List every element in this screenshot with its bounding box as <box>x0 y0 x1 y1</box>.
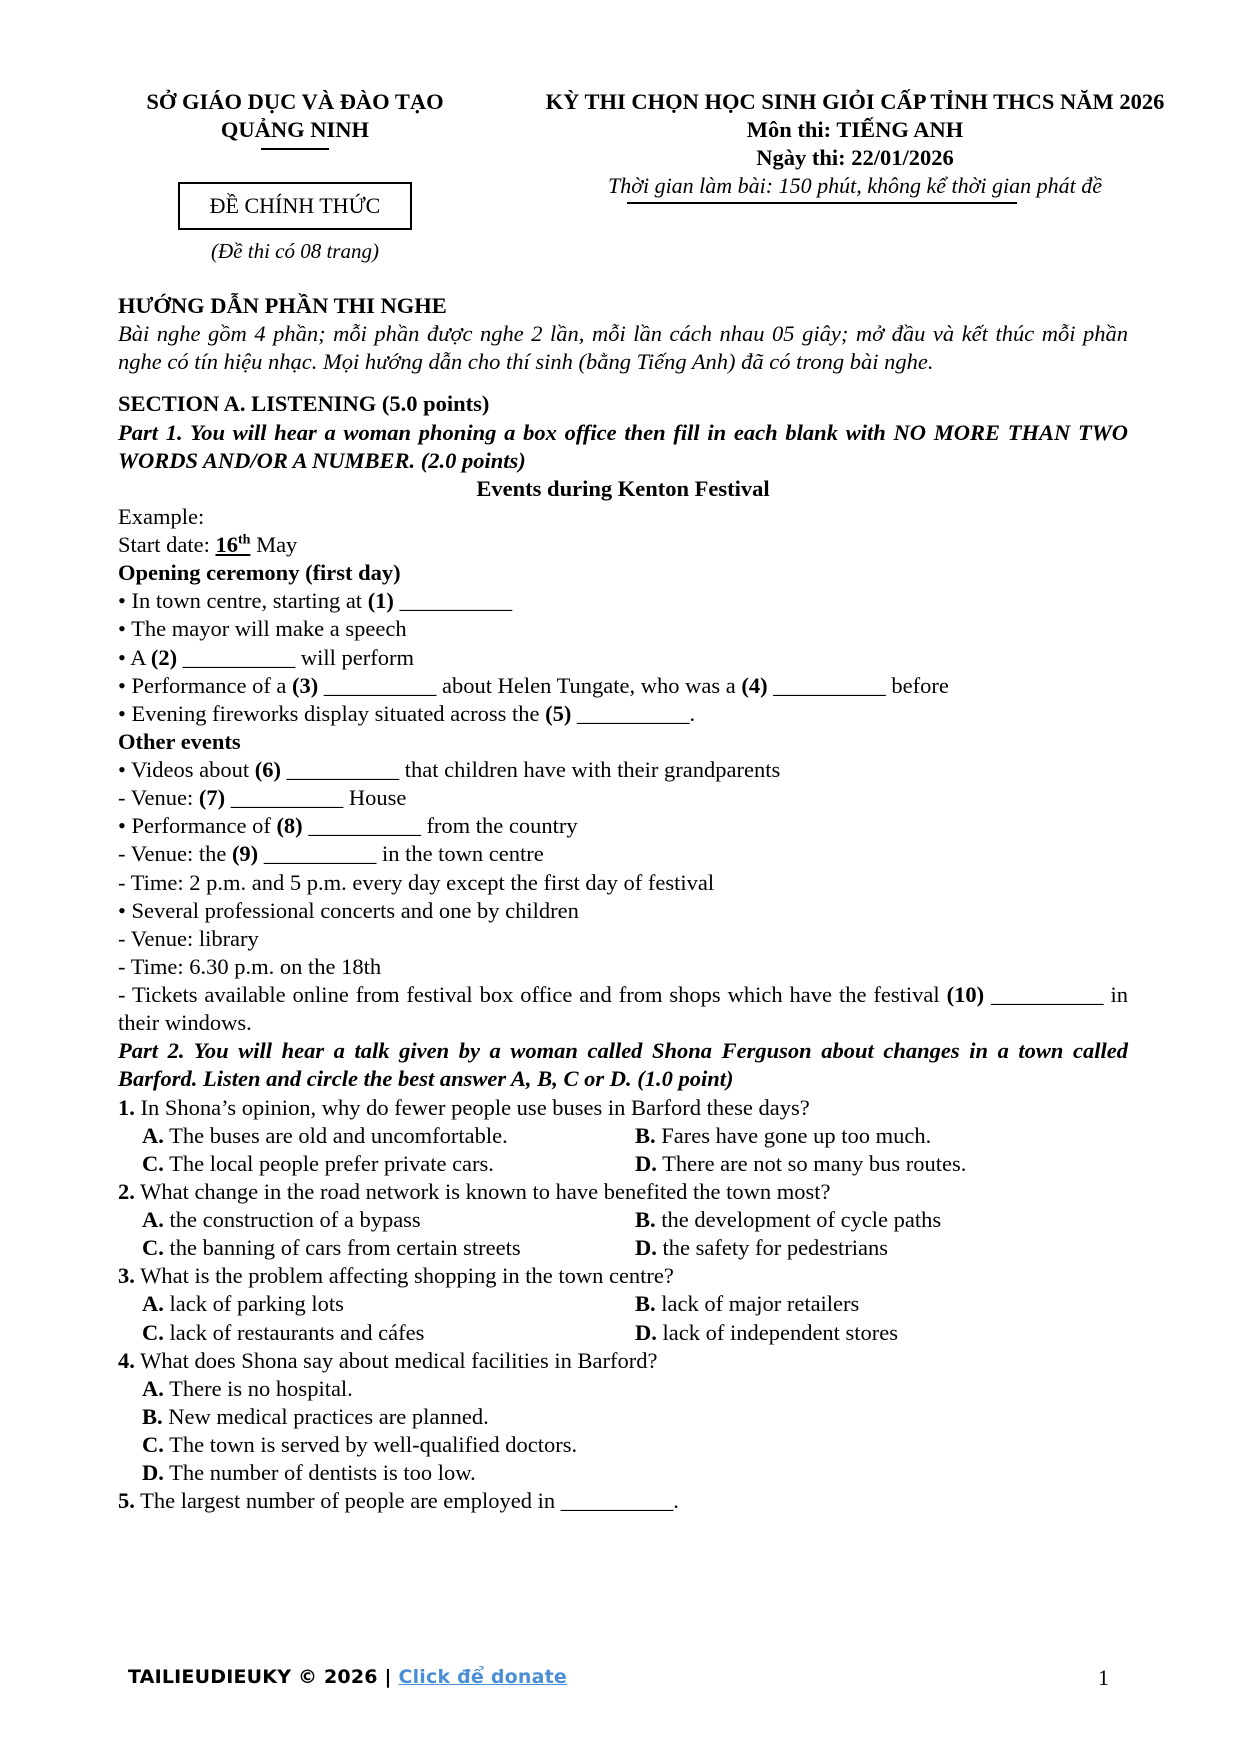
other-events-heading: Other events <box>118 728 241 754</box>
option-c[interactable]: C. the banning of cars from certain streets <box>142 1235 521 1261</box>
section-a-title: SECTION A. LISTENING (5.0 points) <box>118 391 490 417</box>
divider <box>261 148 329 150</box>
list-item: - Venue: the (9) __________ in the town centre <box>118 841 544 867</box>
header-right <box>495 88 1215 204</box>
start-date <box>118 531 1128 559</box>
exam-date: Ngày thi: 22/01/2026 <box>756 145 954 171</box>
start-date-label: Start date: <box>118 532 216 557</box>
question: 3. What is the problem affecting shopping in the town centre? <box>118 1263 674 1289</box>
tickets-line: - Tickets available online from festival box office and from shops which have the festival (10) __________ in their windows. <box>118 982 1128 1036</box>
question: 2. What change in the road network is known to have benefited the town most? <box>118 1178 831 1204</box>
option-d[interactable]: D. lack of independent stores <box>635 1319 899 1345</box>
instructions-text: Bài nghe gồm 4 phần; mỗi phần được nghe 2 lần, mỗi lần cách nhau 05 giây; mở đầu và kết thúc mỗi phần nghe có tín hiệu nhạc. Mọi hướng dẫn cho thí sinh (bằng Tiếng Anh) đã có trong bài nghe. <box>118 321 1128 375</box>
options-row <box>118 1319 1128 1347</box>
exam-content <box>118 292 1128 1515</box>
donate-link[interactable]: Click để donate <box>398 1666 568 1688</box>
official-label-text: ĐỀ CHÍNH THỨC <box>209 193 381 219</box>
exam-subject: Môn thi: TIẾNG ANH <box>746 117 964 143</box>
option-b[interactable]: B. Fares have gone up too much. <box>635 1122 932 1148</box>
list-item: • A (2) __________ will perform <box>118 644 414 670</box>
list-item: • Several professional concerts and one by children <box>118 897 579 923</box>
page-number: 1 <box>1098 1665 1109 1690</box>
start-date-num: 16 <box>215 532 238 557</box>
header-left <box>110 88 480 150</box>
list-item: • The mayor will make a speech <box>118 616 407 642</box>
option-a[interactable]: A. The buses are old and uncomfortable. <box>142 1122 508 1148</box>
option-b[interactable]: B. New medical practices are planned. <box>142 1403 489 1429</box>
pages-note: (Đề thi có 08 trang) <box>211 239 379 263</box>
start-date-month: May <box>250 532 298 557</box>
exam-duration: Thời gian làm bài: 150 phút, không kể thời gian phát đề <box>607 173 1102 199</box>
option-b[interactable]: B. lack of major retailers <box>635 1291 860 1317</box>
list-item: - Venue: (7) __________ House <box>118 785 407 811</box>
option-a[interactable]: A. the construction of a bypass <box>142 1207 421 1232</box>
part1-heading: Events during Kenton Festival <box>476 475 770 501</box>
divider <box>627 202 1017 204</box>
instructions-title: HƯỚNG DẪN PHẦN THI NGHE <box>118 293 447 318</box>
option-d[interactable]: D. There are not so many bus routes. <box>635 1150 967 1176</box>
example-label: Example: <box>118 503 205 529</box>
list-item: • Evening fireworks display situated across the (5) __________. <box>118 700 696 726</box>
start-date-sup: th <box>237 532 251 548</box>
list-item: - Time: 2 p.m. and 5 p.m. every day except the first day of festival <box>118 869 715 895</box>
option-c[interactable]: C. The local people prefer private cars. <box>142 1150 494 1176</box>
start-date-value <box>215 532 250 557</box>
exam-title: KỲ THI CHỌN HỌC SINH GIỎI CẤP TỈNH THCS NĂM 2026 <box>545 89 1165 114</box>
list-item: • Videos about (6) __________ that children have with their grandparents <box>118 757 781 782</box>
department-name: SỞ GIÁO DỤC VÀ ĐÀO TẠO <box>146 89 444 114</box>
part1-instruction: Part 1. You will hear a woman phoning a box office then fill in each blank with NO MORE THAN TWO WORDS AND/OR A NUMBER. (2.0 points) <box>118 419 1128 473</box>
part2-instruction: Part 2. You will hear a talk given by a woman called Shona Ferguson about changes in a town called Barford. Listen and circle the best answer A, B, C or D. (1.0 point) <box>118 1038 1128 1092</box>
option-b[interactable]: B. the development of cycle paths <box>635 1207 942 1232</box>
option-c[interactable]: C. lack of restaurants and cáfes <box>142 1319 425 1345</box>
option-a[interactable]: A. lack of parking lots <box>142 1291 344 1317</box>
question: 5. The largest number of people are employed in __________. <box>118 1488 679 1514</box>
list-item: • Performance of a (3) __________ about Helen Tungate, who was a (4) __________ before <box>118 672 949 698</box>
options-row <box>118 1234 1128 1262</box>
option-a[interactable]: A. There is no hospital. <box>142 1375 353 1401</box>
option-c[interactable]: C. The town is served by well-qualified doctors. <box>142 1432 578 1457</box>
list-item: • In town centre, starting at (1) __________ <box>118 588 513 614</box>
footer-brand <box>128 1666 567 1690</box>
question: 4. What does Shona say about medical facilities in Barford? <box>118 1347 658 1373</box>
option-d[interactable]: D. the safety for pedestrians <box>635 1235 889 1261</box>
question: 1. In Shona’s opinion, why do fewer people use buses in Barford these days? <box>118 1094 810 1120</box>
province-name: QUẢNG NINH <box>220 117 370 143</box>
list-item: - Venue: library <box>118 925 259 951</box>
official-exam-label <box>178 182 412 230</box>
options-row <box>118 1122 1128 1150</box>
opening-heading: Opening ceremony (first day) <box>118 560 401 586</box>
footer-brand-text: TAILIEUDIEUKY © 2026 | <box>128 1666 399 1688</box>
options-row <box>118 1150 1128 1178</box>
options-row <box>118 1206 1128 1234</box>
options-row <box>118 1290 1128 1318</box>
list-item: • Performance of (8) __________ from the country <box>118 813 578 839</box>
list-item: - Time: 6.30 p.m. on the 18th <box>118 953 382 979</box>
option-d[interactable]: D. The number of dentists is too low. <box>142 1460 476 1486</box>
